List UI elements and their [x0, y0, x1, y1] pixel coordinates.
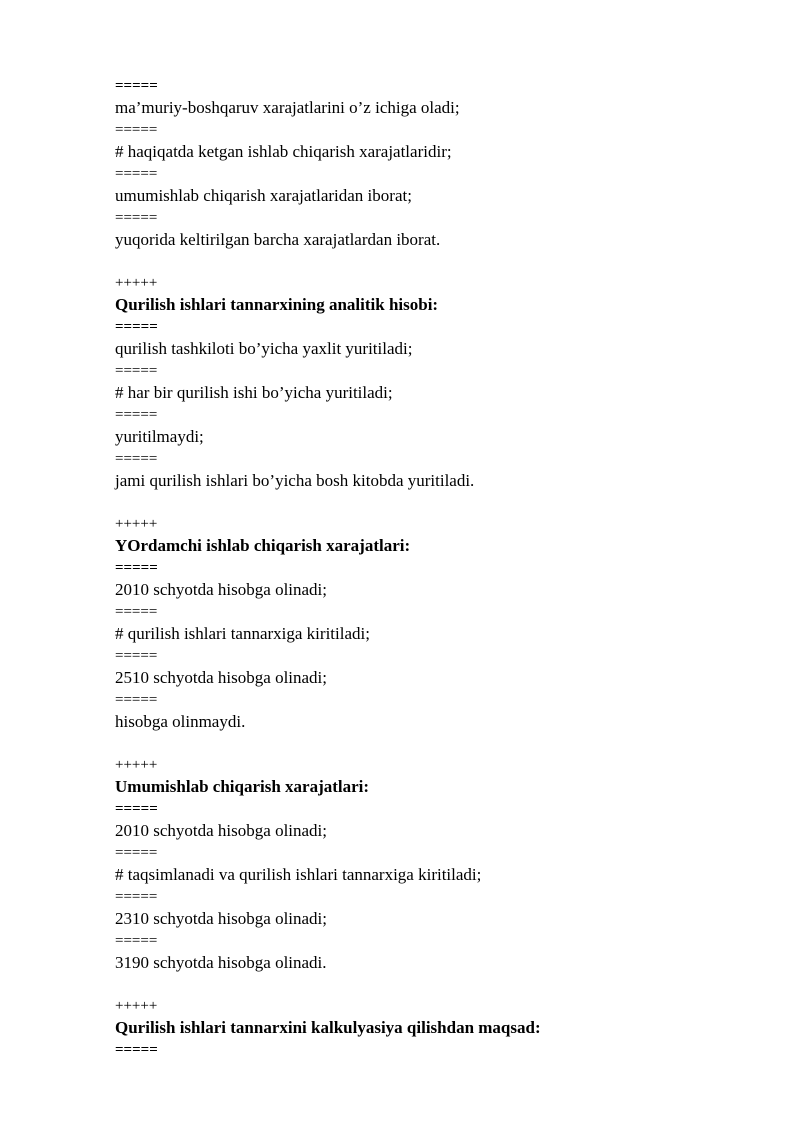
option-separator: ===== — [115, 78, 158, 94]
option-separator: ===== — [115, 889, 158, 905]
option-separator: ===== — [115, 801, 158, 817]
answer-option: 2010 schyotda hisobga olinadi; — [115, 580, 328, 599]
correct-option: # haqiqatda ketgan ishlab chiqarish xarajatlaridir; — [115, 142, 452, 161]
option-separator: ===== — [115, 604, 158, 620]
option-separator: ===== — [115, 1042, 158, 1058]
question-text: Qurilish ishlari tannarxini kalkulyasiya qilishdan maqsad: — [115, 1018, 541, 1037]
question-text: Umumishlab chiqarish xarajatlari: — [115, 777, 370, 796]
option-separator: ===== — [115, 560, 158, 576]
question-text: Qurilish ishlari tannarxining analitik hisobi: — [115, 295, 439, 314]
option-separator: ===== — [115, 210, 158, 226]
correct-option: # har bir qurilish ishi bo’yicha yuritiladi; — [115, 383, 393, 402]
option-separator: ===== — [115, 319, 158, 335]
option-separator: ===== — [115, 122, 158, 138]
option-separator: ===== — [115, 451, 158, 467]
question-marker: +++++ — [115, 275, 158, 291]
option-separator: ===== — [115, 363, 158, 379]
correct-option: # qurilish ishlari tannarxiga kiritiladi; — [115, 624, 370, 643]
answer-option: 2310 schyotda hisobga olinadi; — [115, 909, 328, 928]
correct-option: # taqsimlanadi va qurilish ishlari tannarxiga kiritiladi; — [115, 865, 482, 884]
answer-option: yuqorida keltirilgan barcha xarajatlardan iborat. — [115, 230, 441, 249]
answer-option: jami qurilish ishlari bo’yicha bosh kitobda yuritiladi. — [115, 471, 475, 490]
option-separator: ===== — [115, 166, 158, 182]
option-separator: ===== — [115, 933, 158, 949]
document-page — [115, 75, 775, 1061]
option-separator: ===== — [115, 845, 158, 861]
answer-option: 3190 schyotda hisobga olinadi. — [115, 953, 327, 972]
answer-option: 2510 schyotda hisobga olinadi; — [115, 668, 328, 687]
answer-option: umumishlab chiqarish xarajatlaridan iborat; — [115, 186, 412, 205]
answer-option: qurilish tashkiloti bo’yicha yaxlit yuritiladi; — [115, 339, 413, 358]
question-marker: +++++ — [115, 516, 158, 532]
answer-option: yuritilmaydi; — [115, 427, 204, 446]
option-separator: ===== — [115, 692, 158, 708]
question-marker: +++++ — [115, 757, 158, 773]
question-marker: +++++ — [115, 998, 158, 1014]
answer-option: hisobga olinmaydi. — [115, 712, 246, 731]
option-separator: ===== — [115, 648, 158, 664]
answer-option: ma’muriy-boshqaruv xarajatlarini o’z ichiga oladi; — [115, 98, 460, 117]
answer-option: 2010 schyotda hisobga olinadi; — [115, 821, 328, 840]
question-text: YOrdamchi ishlab chiqarish xarajatlari: — [115, 536, 411, 555]
option-separator: ===== — [115, 407, 158, 423]
